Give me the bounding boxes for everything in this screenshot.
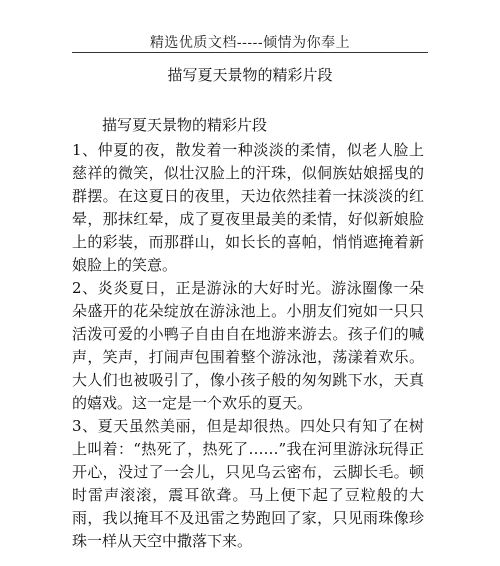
document-body <box>72 114 424 553</box>
paragraph-3: 3、夏天虽然美丽，但是却很热。四处只有知了在树上叫着：“热死了，热死了……”我在河里游泳玩得正开心，没过了一会儿，只见乌云密布，云脚长毛。顿时雷声滚滚，震耳欲聋。马上便下起了豆粒般的大雨，我以掩耳不及迅雷之势跑回了家，只见雨珠像珍珠一样从天空中撒落下来。 <box>72 417 424 550</box>
document-subtitle: 描写夏天景物的精彩片段 <box>102 116 268 134</box>
header-divider <box>72 52 428 53</box>
paragraph-1: 1、仲夏的夜，散发着一种淡淡的柔情，似老人脸上慈祥的微笑，似壮汉脸上的汗珠，似侗族姑娘摇曳的群摆。在这夏日的夜里，天边依然挂着一抹淡淡的红晕，那抹红晕，成了夏夜里最美的柔情，好似新娘脸上的彩装，而那群山，如长长的喜帕，悄悄遮掩着新娘脸上的笑意。 <box>72 141 424 274</box>
page-header: 精选优质文档-----倾情为你奉上 <box>149 35 351 51</box>
document-title: 描写夏天景物的精彩片段 <box>167 66 333 84</box>
paragraph-2: 2、炎炎夏日，正是游泳的大好时光。游泳圈像一朵朵盛开的花朵绽放在游泳池上。小朋友们宛如一只只活泼可爱的小鸭子自由自在地游来游去。孩子们的喊声，笑声，打闹声包围着整个游泳池，荡漾着欢乐。大人们也被吸引了，像小孩子般的匆匆跳下水，天真的嬉戏。这一定是一个欢乐的夏天。 <box>72 279 424 412</box>
